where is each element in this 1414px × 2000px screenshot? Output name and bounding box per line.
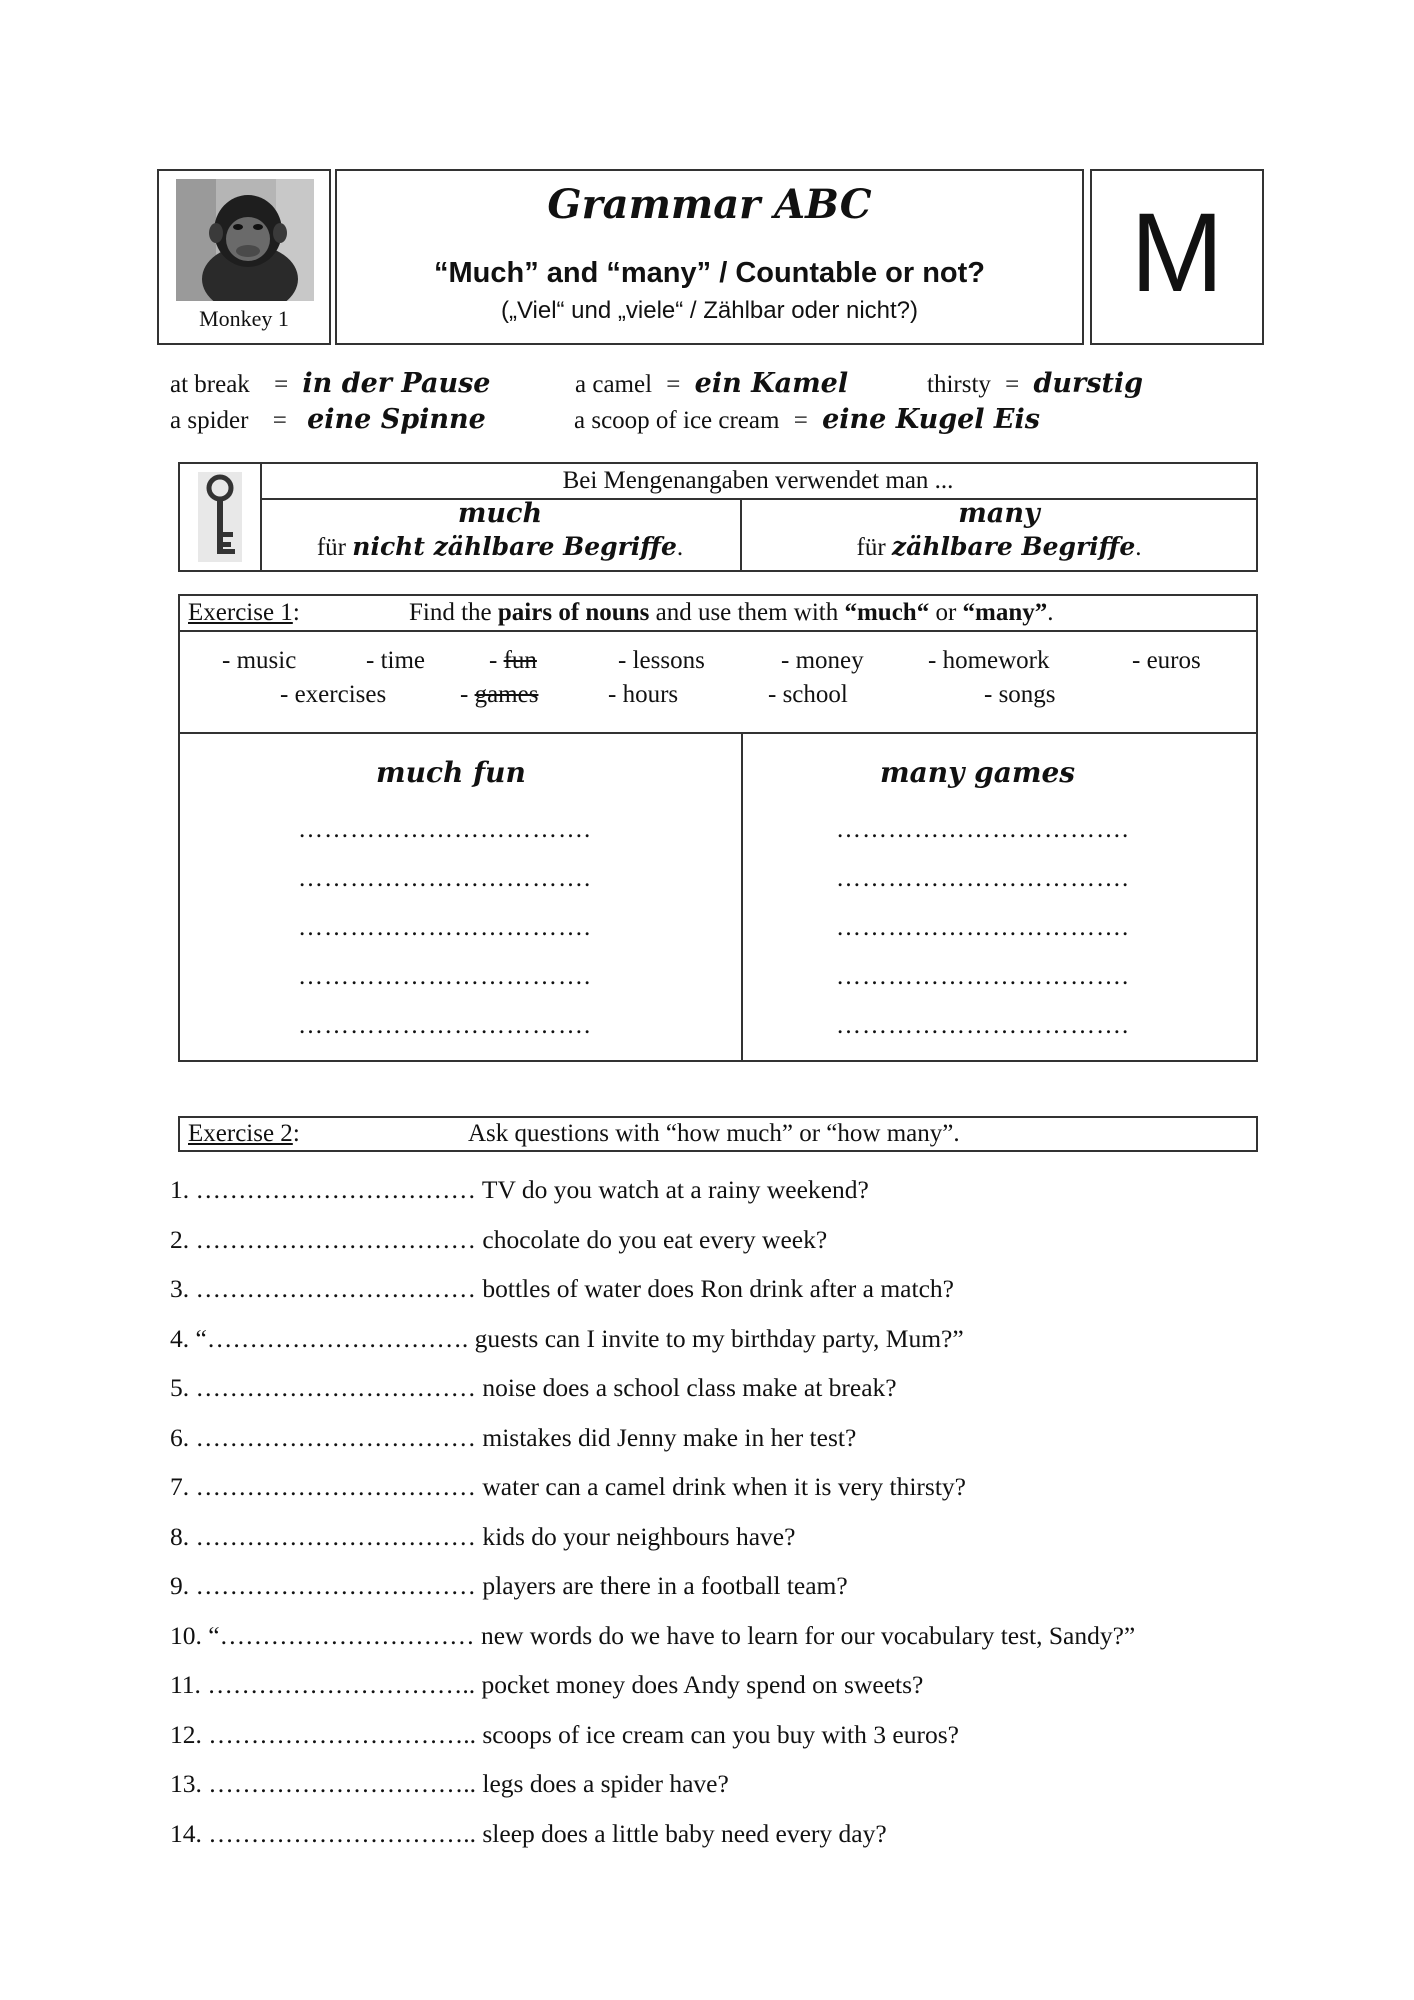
noun-item: - homework — [928, 647, 1050, 674]
question-item — [170, 1621, 1135, 1651]
exercise-1-instruction — [409, 596, 1054, 630]
noun-word: music — [236, 647, 297, 674]
noun-item: - school — [768, 681, 848, 708]
instruction-text: or — [929, 599, 963, 626]
rule-much-word: much — [457, 498, 543, 529]
instruction-text: and use them with — [649, 599, 845, 626]
question-blank[interactable]: ………………………….. — [208, 1819, 476, 1848]
question-number: 10. — [170, 1621, 202, 1650]
question-item — [170, 1324, 964, 1354]
noun-item: - songs — [984, 681, 1056, 708]
much-blank[interactable]: ……………………………. — [298, 1012, 592, 1039]
rule-many-prefix: für — [856, 534, 886, 561]
question-number: 9. — [170, 1571, 190, 1600]
exercise-1-label: Exercise 1 — [188, 599, 293, 626]
question-item — [170, 1225, 827, 1255]
question-number: 2. — [170, 1225, 190, 1254]
noun-word: euros — [1146, 647, 1201, 674]
much-blank[interactable]: ……………………………. — [298, 865, 592, 892]
question-number: 8. — [170, 1522, 190, 1551]
noun-word: songs — [998, 681, 1056, 708]
question-blank[interactable]: …………………………… — [195, 1373, 476, 1402]
much-blank[interactable]: ……………………………. — [298, 963, 592, 990]
question-text: legs does a spider have? — [482, 1769, 729, 1798]
exercise-2-instruction: Ask questions with “how much” or “how many”. — [468, 1120, 960, 1147]
noun-word: school — [782, 681, 848, 708]
question-item — [170, 1373, 897, 1403]
noun-word: hours — [622, 681, 679, 708]
vocab-german: eine Spinne — [307, 404, 486, 435]
question-text: players are there in a football team? — [482, 1571, 848, 1600]
question-number: 14. — [170, 1819, 202, 1848]
noun-list — [180, 630, 1256, 734]
question-item — [170, 1670, 923, 1700]
exercise-1 — [178, 594, 1258, 1062]
question-text: sleep does a little baby need every day? — [482, 1819, 887, 1848]
question-item — [170, 1571, 848, 1601]
instruction-bold: pairs of nouns — [497, 599, 650, 626]
key-icon — [198, 472, 242, 562]
many-blank[interactable]: ……………………………. — [836, 865, 1130, 892]
vocab-equals: = — [272, 407, 287, 434]
vocab-english: at break — [170, 371, 250, 398]
vocab-german: eine Kugel Eis — [822, 404, 1040, 435]
question-item — [170, 1819, 887, 1849]
many-blank[interactable]: ……………………………. — [836, 963, 1130, 990]
vocab-item — [170, 404, 486, 435]
vocab-item — [927, 368, 1143, 399]
vocab-german: durstig — [1033, 368, 1144, 399]
exercise-1-divider — [741, 734, 743, 1060]
much-example: much fun — [376, 756, 526, 789]
title-box — [335, 169, 1084, 345]
instruction-bold: “many” — [962, 599, 1048, 626]
exercise-1-colon: : — [292, 599, 300, 626]
noun-item: - hours — [608, 681, 679, 708]
noun-word: lessons — [632, 647, 705, 674]
noun-item: - music — [222, 647, 297, 674]
instruction-text: Find the — [409, 599, 498, 626]
question-number: 3. — [170, 1274, 190, 1303]
exercise-2-label: Exercise 2 — [188, 1120, 293, 1147]
vocab-item — [574, 404, 1040, 435]
vocab-equals: = — [274, 371, 289, 398]
question-blank[interactable]: …………………………… — [195, 1522, 476, 1551]
rule-much — [260, 498, 740, 570]
vocab-equals: = — [793, 407, 808, 434]
vocab-equals: = — [666, 371, 681, 398]
many-blank[interactable]: ……………………………. — [836, 914, 1130, 941]
question-item — [170, 1522, 795, 1552]
page-title: Grammar ABC — [547, 181, 872, 228]
question-number: 13. — [170, 1769, 202, 1798]
rule-many — [742, 498, 1256, 570]
much-blank[interactable]: ……………………………. — [298, 914, 592, 941]
exercise-2-colon: : — [292, 1120, 300, 1147]
question-blank[interactable]: …………………………… — [195, 1571, 476, 1600]
noun-item: - time — [366, 647, 426, 674]
page-subtitle: “Much” and “many” / Countable or not? — [434, 257, 985, 289]
noun-item: - lessons — [618, 647, 705, 674]
question-number: 4. — [170, 1324, 190, 1353]
rule-many-period: . — [1135, 534, 1142, 561]
noun-item: - exercises — [280, 681, 387, 708]
vocab-english: a spider — [170, 407, 249, 434]
question-text: pocket money does Andy spend on sweets? — [481, 1670, 924, 1699]
question-text: water can a camel drink when it is very thirsty? — [482, 1472, 966, 1501]
question-item — [170, 1720, 959, 1750]
exercise-1-heading — [180, 596, 1256, 632]
question-text: scoops of ice cream can you buy with 3 euros? — [482, 1720, 959, 1749]
vocab-item — [575, 368, 848, 399]
question-text: bottles of water does Ron drink after a match? — [482, 1274, 954, 1303]
vocab-english: a scoop of ice cream — [574, 407, 780, 434]
vocab-english: thirsty — [927, 371, 991, 398]
chapter-letter: M — [1130, 190, 1224, 315]
key-cell — [180, 464, 262, 570]
question-text: new words do we have to learn for our vocabulary test, Sandy?” — [480, 1621, 1136, 1650]
vocab-equals: = — [1005, 371, 1020, 398]
question-blank[interactable]: …………………………… — [195, 1175, 476, 1204]
noun-word-struck: fun — [503, 647, 537, 674]
picture-box — [157, 169, 331, 345]
vocab-german: ein Kamel — [694, 368, 849, 399]
question-item — [170, 1274, 954, 1304]
question-item — [170, 1769, 729, 1799]
question-text: kids do your neighbours have? — [482, 1522, 796, 1551]
rule-heading: Bei Mengenangaben verwendet man ... — [260, 464, 1256, 500]
noun-word: exercises — [294, 681, 387, 708]
rule-much-prefix: für — [316, 534, 347, 561]
question-blank[interactable]: …………………………… — [195, 1225, 476, 1254]
instruction-text: . — [1047, 599, 1054, 626]
rule-box — [178, 462, 1258, 572]
noun-word: time — [380, 647, 426, 674]
exercise-2-heading — [178, 1116, 1258, 1152]
vocab-english: a camel — [575, 371, 653, 398]
page-subtitle-german: („Viel“ und „viele“ / Zählbar oder nicht?) — [500, 297, 919, 324]
noun-word-struck: games — [474, 681, 539, 708]
question-blank[interactable]: …………………………… — [195, 1274, 476, 1303]
question-text: chocolate do you eat every week? — [482, 1225, 828, 1254]
noun-item: - games — [460, 681, 539, 708]
question-item — [170, 1472, 966, 1502]
rule-many-word: many — [958, 498, 1040, 529]
question-number: 7. — [170, 1472, 190, 1501]
vocab-item — [170, 368, 490, 399]
rule-many-desc: zählbare Begriffe — [891, 532, 1136, 561]
noun-word: homework — [942, 647, 1050, 674]
noun-item: - fun — [489, 647, 537, 674]
question-text: guests can I invite to my birthday party, Mum?” — [474, 1324, 964, 1353]
question-text: noise does a school class make at break? — [482, 1373, 897, 1402]
monkey-photo — [176, 179, 314, 301]
question-blank[interactable]: ………………………….. — [207, 1670, 476, 1699]
question-blank[interactable]: …………………………… — [195, 1423, 476, 1452]
question-number: 11. — [170, 1670, 201, 1699]
many-example: many games — [880, 756, 1076, 789]
question-number: 6. — [170, 1423, 190, 1452]
question-text: mistakes did Jenny make in her test? — [482, 1423, 857, 1452]
rule-much-desc: nicht zählbare Begriffe — [352, 532, 677, 561]
noun-item: - euros — [1132, 647, 1201, 674]
letter-box — [1090, 169, 1264, 345]
question-number: 1. — [170, 1175, 190, 1204]
noun-item: - money — [781, 647, 864, 674]
question-blank[interactable]: ………………………….. — [208, 1720, 476, 1749]
instruction-bold: “much“ — [844, 599, 930, 626]
many-blank[interactable]: ……………………………. — [836, 816, 1130, 843]
question-blank[interactable]: ………………………….. — [208, 1769, 476, 1798]
vocab-german: in der Pause — [302, 368, 491, 399]
much-blank[interactable]: ……………………………. — [298, 816, 592, 843]
question-item — [170, 1423, 856, 1453]
noun-word: money — [795, 647, 864, 674]
question-item — [170, 1175, 869, 1205]
many-blank[interactable]: ……………………………. — [836, 1012, 1130, 1039]
rule-much-period: . — [676, 534, 684, 561]
question-text: TV do you watch at a rainy weekend? — [481, 1175, 869, 1204]
question-number: 12. — [170, 1720, 202, 1749]
question-blank[interactable]: “………………………… — [208, 1621, 475, 1650]
picture-caption: Monkey 1 — [199, 306, 289, 331]
question-blank[interactable]: “…………………………. — [195, 1324, 469, 1353]
question-number: 5. — [170, 1373, 190, 1402]
question-blank[interactable]: …………………………… — [195, 1472, 476, 1501]
